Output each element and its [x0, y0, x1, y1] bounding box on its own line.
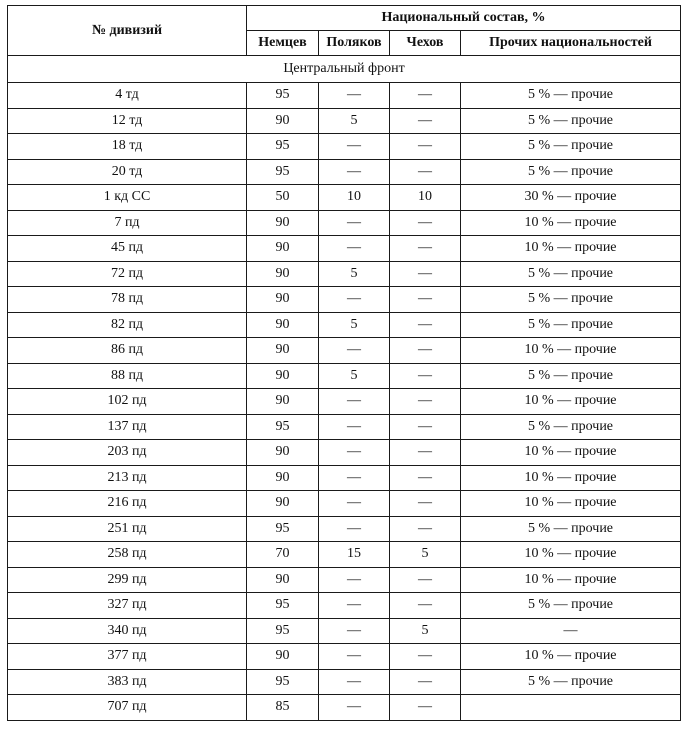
czechs-cell: — — [390, 287, 461, 313]
poles-cell: — — [319, 491, 390, 517]
poles-cell: — — [319, 338, 390, 364]
czechs-cell: — — [390, 695, 461, 721]
germans-cell: 70 — [247, 542, 319, 568]
others-cell: 10 % — прочие — [461, 644, 681, 670]
division-cell: 12 тд — [8, 108, 247, 134]
czechs-cell: — — [390, 516, 461, 542]
division-cell: 4 тд — [8, 83, 247, 109]
germans-cell: 90 — [247, 440, 319, 466]
division-cell: 299 пд — [8, 567, 247, 593]
others-cell: 5 % — прочие — [461, 312, 681, 338]
table-row — [8, 261, 681, 287]
division-cell: 7 пд — [8, 210, 247, 236]
table-row — [8, 287, 681, 313]
czechs-cell: — — [390, 669, 461, 695]
germans-cell: 95 — [247, 669, 319, 695]
germans-cell: 90 — [247, 363, 319, 389]
table-row — [8, 236, 681, 262]
czechs-cell: — — [390, 210, 461, 236]
germans-cell: 90 — [247, 108, 319, 134]
czechs-cell: — — [390, 261, 461, 287]
others-cell: 5 % — прочие — [461, 363, 681, 389]
division-cell: 86 пд — [8, 338, 247, 364]
table-row — [8, 669, 681, 695]
table-row — [8, 567, 681, 593]
table-row — [8, 465, 681, 491]
others-cell: 5 % — прочие — [461, 287, 681, 313]
poles-cell: 5 — [319, 108, 390, 134]
poles-cell: — — [319, 134, 390, 160]
germans-cell: 95 — [247, 414, 319, 440]
division-cell: 216 пд — [8, 491, 247, 517]
czechs-cell: — — [390, 108, 461, 134]
others-cell: 5 % — прочие — [461, 261, 681, 287]
germans-column-header: Немцев — [247, 31, 319, 56]
germans-cell: 90 — [247, 236, 319, 262]
others-cell: 30 % — прочие — [461, 185, 681, 211]
division-cell: 258 пд — [8, 542, 247, 568]
table-row — [8, 644, 681, 670]
poles-cell: 10 — [319, 185, 390, 211]
others-cell: 10 % — прочие — [461, 236, 681, 262]
czechs-cell: — — [390, 414, 461, 440]
germans-cell: 90 — [247, 312, 319, 338]
poles-cell: 5 — [319, 261, 390, 287]
others-cell: 5 % — прочие — [461, 414, 681, 440]
table-row — [8, 210, 681, 236]
others-cell: 10 % — прочие — [461, 465, 681, 491]
nationality-table — [7, 5, 681, 721]
table-row — [8, 134, 681, 160]
poles-cell: — — [319, 644, 390, 670]
division-cell: 251 пд — [8, 516, 247, 542]
germans-cell: 90 — [247, 261, 319, 287]
others-cell: — — [461, 618, 681, 644]
others-cell: 10 % — прочие — [461, 491, 681, 517]
division-cell: 72 пд — [8, 261, 247, 287]
czechs-cell: — — [390, 593, 461, 619]
poles-cell: 15 — [319, 542, 390, 568]
others-cell: 10 % — прочие — [461, 567, 681, 593]
table-row — [8, 185, 681, 211]
czechs-cell: — — [390, 465, 461, 491]
germans-cell: 95 — [247, 516, 319, 542]
division-cell: 82 пд — [8, 312, 247, 338]
czechs-cell: — — [390, 440, 461, 466]
poles-cell: — — [319, 287, 390, 313]
others-column-header: Прочих национальностей — [461, 31, 681, 56]
division-cell: 383 пд — [8, 669, 247, 695]
table-row — [8, 593, 681, 619]
germans-cell: 90 — [247, 338, 319, 364]
czechs-cell: — — [390, 644, 461, 670]
poles-cell: — — [319, 516, 390, 542]
division-cell: 707 пд — [8, 695, 247, 721]
division-cell: 213 пд — [8, 465, 247, 491]
germans-cell: 95 — [247, 159, 319, 185]
germans-cell: 90 — [247, 465, 319, 491]
czechs-cell: — — [390, 134, 461, 160]
czechs-cell: 5 — [390, 618, 461, 644]
division-cell: 102 пд — [8, 389, 247, 415]
poles-cell: 5 — [319, 363, 390, 389]
germans-cell: 95 — [247, 134, 319, 160]
czechs-cell: — — [390, 159, 461, 185]
others-cell: 5 % — прочие — [461, 108, 681, 134]
table-row — [8, 363, 681, 389]
czechs-cell: — — [390, 491, 461, 517]
germans-cell: 90 — [247, 287, 319, 313]
czechs-cell: 5 — [390, 542, 461, 568]
division-cell: 18 тд — [8, 134, 247, 160]
others-cell: 5 % — прочие — [461, 516, 681, 542]
section-label-central-front: Центральный фронт — [8, 56, 681, 83]
germans-cell: 90 — [247, 389, 319, 415]
poles-cell: — — [319, 83, 390, 109]
table-row — [8, 108, 681, 134]
germans-cell: 90 — [247, 644, 319, 670]
poles-cell: — — [319, 567, 390, 593]
czechs-cell: — — [390, 567, 461, 593]
poles-cell: — — [319, 414, 390, 440]
others-cell: 5 % — прочие — [461, 83, 681, 109]
poles-cell: — — [319, 465, 390, 491]
table-row — [8, 414, 681, 440]
czechs-cell: — — [390, 236, 461, 262]
table-row — [8, 440, 681, 466]
poles-cell: — — [319, 618, 390, 644]
poles-column-header: Поляков — [319, 31, 390, 56]
table-row — [8, 83, 681, 109]
czechs-cell: — — [390, 83, 461, 109]
division-cell: 377 пд — [8, 644, 247, 670]
table-row — [8, 516, 681, 542]
poles-cell: 5 — [319, 312, 390, 338]
poles-cell: — — [319, 210, 390, 236]
division-cell: 20 тд — [8, 159, 247, 185]
division-cell: 78 пд — [8, 287, 247, 313]
table-body — [8, 83, 681, 721]
others-cell — [461, 695, 681, 721]
others-cell: 5 % — прочие — [461, 159, 681, 185]
table-row — [8, 618, 681, 644]
others-cell: 5 % — прочие — [461, 669, 681, 695]
germans-cell: 95 — [247, 83, 319, 109]
poles-cell: — — [319, 440, 390, 466]
others-cell: 5 % — прочие — [461, 134, 681, 160]
division-cell: 45 пд — [8, 236, 247, 262]
germans-cell: 95 — [247, 618, 319, 644]
others-cell: 5 % — прочие — [461, 593, 681, 619]
division-column-header: № дивизий — [8, 6, 247, 56]
germans-cell: 85 — [247, 695, 319, 721]
division-cell: 88 пд — [8, 363, 247, 389]
division-cell: 137 пд — [8, 414, 247, 440]
division-cell: 203 пд — [8, 440, 247, 466]
poles-cell: — — [319, 236, 390, 262]
national-composition-header: Национальный состав, % — [247, 6, 681, 31]
poles-cell: — — [319, 695, 390, 721]
table-row — [8, 695, 681, 721]
others-cell: 10 % — прочие — [461, 338, 681, 364]
table-row — [8, 389, 681, 415]
poles-cell: — — [319, 159, 390, 185]
table-row — [8, 491, 681, 517]
germans-cell: 95 — [247, 593, 319, 619]
table-row — [8, 312, 681, 338]
poles-cell: — — [319, 389, 390, 415]
division-cell: 340 пд — [8, 618, 247, 644]
others-cell: 10 % — прочие — [461, 440, 681, 466]
poles-cell: — — [319, 593, 390, 619]
germans-cell: 90 — [247, 210, 319, 236]
poles-cell: — — [319, 669, 390, 695]
czechs-cell: — — [390, 363, 461, 389]
table-row — [8, 338, 681, 364]
czechs-column-header: Чехов — [390, 31, 461, 56]
germans-cell: 90 — [247, 567, 319, 593]
others-cell: 10 % — прочие — [461, 389, 681, 415]
czechs-cell: — — [390, 338, 461, 364]
others-cell: 10 % — прочие — [461, 210, 681, 236]
division-cell: 327 пд — [8, 593, 247, 619]
others-cell: 10 % — прочие — [461, 542, 681, 568]
germans-cell: 50 — [247, 185, 319, 211]
germans-cell: 90 — [247, 491, 319, 517]
table-row — [8, 159, 681, 185]
czechs-cell: — — [390, 312, 461, 338]
czechs-cell: 10 — [390, 185, 461, 211]
division-cell: 1 кд СС — [8, 185, 247, 211]
czechs-cell: — — [390, 389, 461, 415]
table-row — [8, 542, 681, 568]
